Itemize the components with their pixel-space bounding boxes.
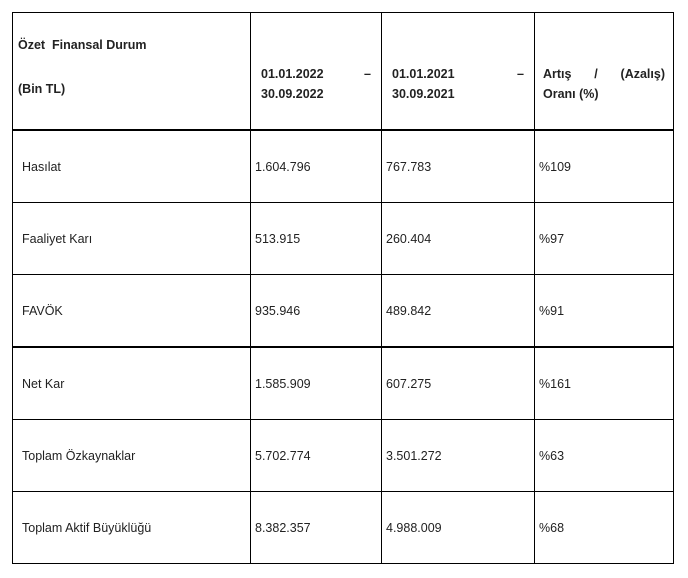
row-change-value: %63 [535,420,674,492]
period-previous-start: 01.01.2021 [392,67,455,81]
header-title-cell [13,13,251,131]
period-previous-end: 30.09.2021 [392,87,455,101]
row-current-value: 935.946 [251,275,382,348]
change-word-increase: Artış [543,67,572,81]
row-current-value: 513.915 [251,203,382,275]
row-current-value: 1.604.796 [251,130,382,203]
change-word-decrease: (Azalış) [620,67,665,81]
row-label: Faaliyet Karı [13,203,251,275]
period-current-start: 01.01.2022 [261,67,324,81]
table-header-row [13,13,674,131]
row-previous-value: 767.783 [382,130,535,203]
period-current-end: 30.09.2022 [261,87,324,101]
table-row [13,203,674,275]
table-row [13,275,674,348]
header-period-current [251,13,382,131]
row-previous-value: 489.842 [382,275,535,348]
row-previous-value: 4.988.009 [382,492,535,564]
period-current-dash: – [364,67,371,81]
table-row [13,492,674,564]
row-change-value: %161 [535,347,674,420]
row-previous-value: 607.275 [382,347,535,420]
row-change-value: %97 [535,203,674,275]
row-change-value: %91 [535,275,674,348]
header-period-previous [382,13,535,131]
row-label: Net Kar [13,347,251,420]
financial-summary-table [12,12,674,564]
row-label: Toplam Aktif Büyüklüğü [13,492,251,564]
row-label: Toplam Özkaynaklar [13,420,251,492]
change-slash: / [594,67,598,81]
row-change-value: %68 [535,492,674,564]
row-current-value: 5.702.774 [251,420,382,492]
table-title: Özet Finansal Durum [18,38,147,52]
table-row [13,130,674,203]
row-label: FAVÖK [13,275,251,348]
row-change-value: %109 [535,130,674,203]
row-previous-value: 3.501.272 [382,420,535,492]
header-change-rate [535,13,674,131]
change-rate-label: Oranı (%) [543,87,599,101]
table-row [13,347,674,420]
row-label: Hasılat [13,130,251,203]
row-previous-value: 260.404 [382,203,535,275]
table-row [13,420,674,492]
row-current-value: 8.382.357 [251,492,382,564]
unit-label: (Bin TL) [18,82,66,96]
period-previous-dash: – [517,67,524,81]
row-current-value: 1.585.909 [251,347,382,420]
